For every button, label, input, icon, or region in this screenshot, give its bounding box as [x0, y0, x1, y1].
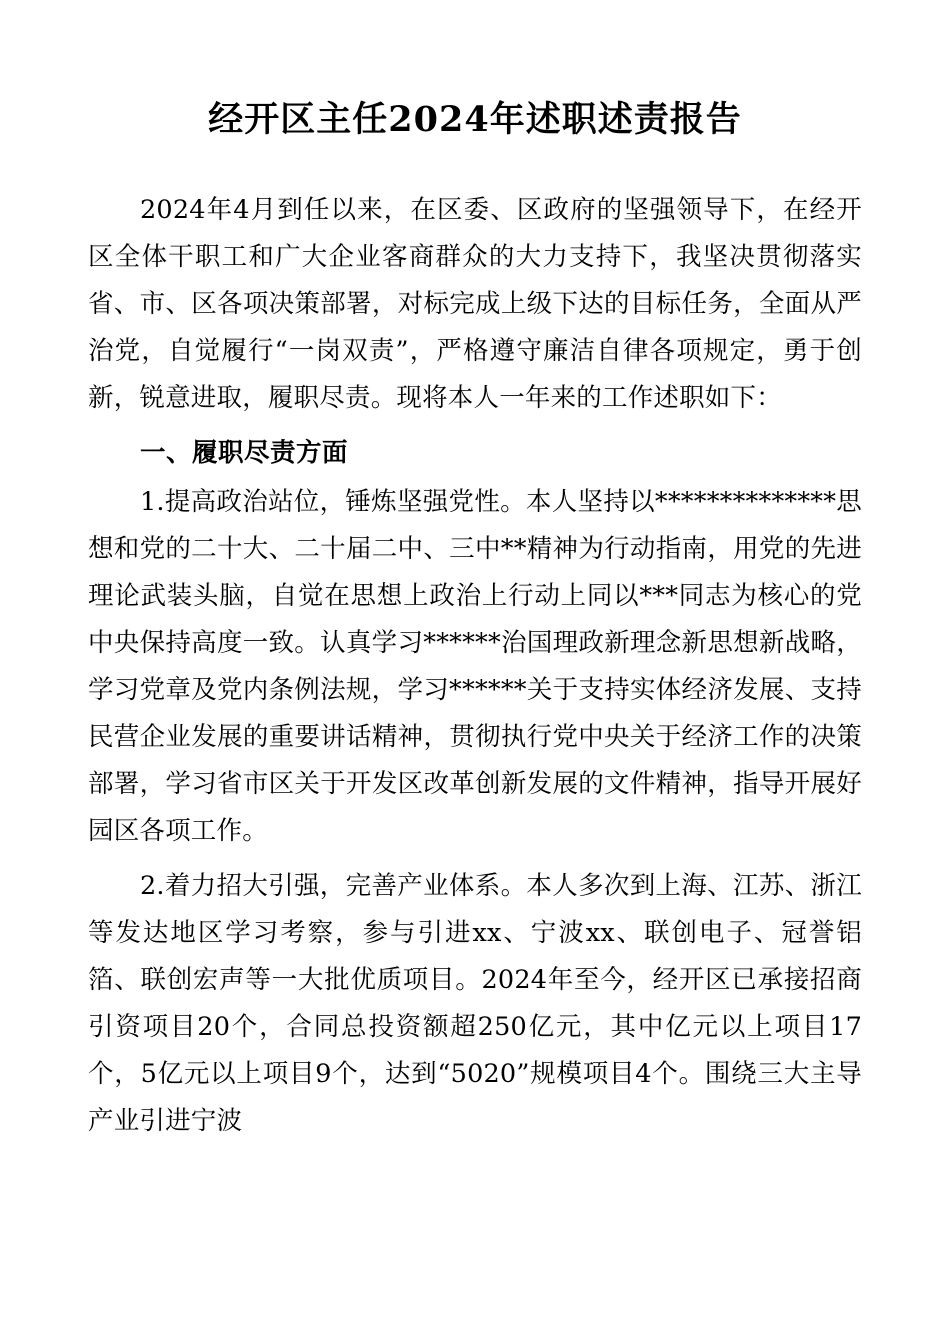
- paragraph-item-2: 2.着力招大引强，完善产业体系。本人多次到上海、江苏、浙江等发达地区学习考察，参与引进xx、宁波xx、联创电子、冠誉铝箔、联创宏声等一大批优质项目。2024年至今，经开区已承接招商引资项目20个，合同总投资额超250亿元，其中亿元以上项目17个，5亿元以上项目9个，达到“5020”规模项目4个。围绕三大主导产业引进宁波: [88, 871, 862, 1137]
- paragraph-intro: 2024年4月到任以来，在区委、区政府的坚强领导下，在经开区全体干职工和广大企业客商群众的大力支持下，我坚决贯彻落实省、市、区各项决策部署，对标完成上级下达的目标任务，全面从严治党，自觉履行“一岗双责”，严格遵守廉洁自律各项规定，勇于创新，锐意进取，履职尽责。现将本人一年来的工作述职如下：: [88, 195, 862, 414]
- section-heading-1: 一、履职尽责方面: [140, 438, 349, 469]
- paragraph-item-1: 1.提高政治站位，锤炼坚强党性。本人坚持以**************思想和党的二十大、二十届二中、三中**精神为行动指南，用党的先进理论武装头脑，自觉在思想上政治上行动上同以***同志为核心的党中央保持高度一致。认真学习******治国理政新理念新思想新战略，学习党章及党内条例法规，学习******关于支持实体经济发展、支持民营企业发展的重要讲话精神，贯彻执行党中央关于经济工作的决策部署，学习省市区关于开发区改革创新发展的文件精神，指导开展好园区各项工作。: [88, 487, 862, 847]
- page-title: 经开区主任2024年述职述责报告: [208, 99, 742, 140]
